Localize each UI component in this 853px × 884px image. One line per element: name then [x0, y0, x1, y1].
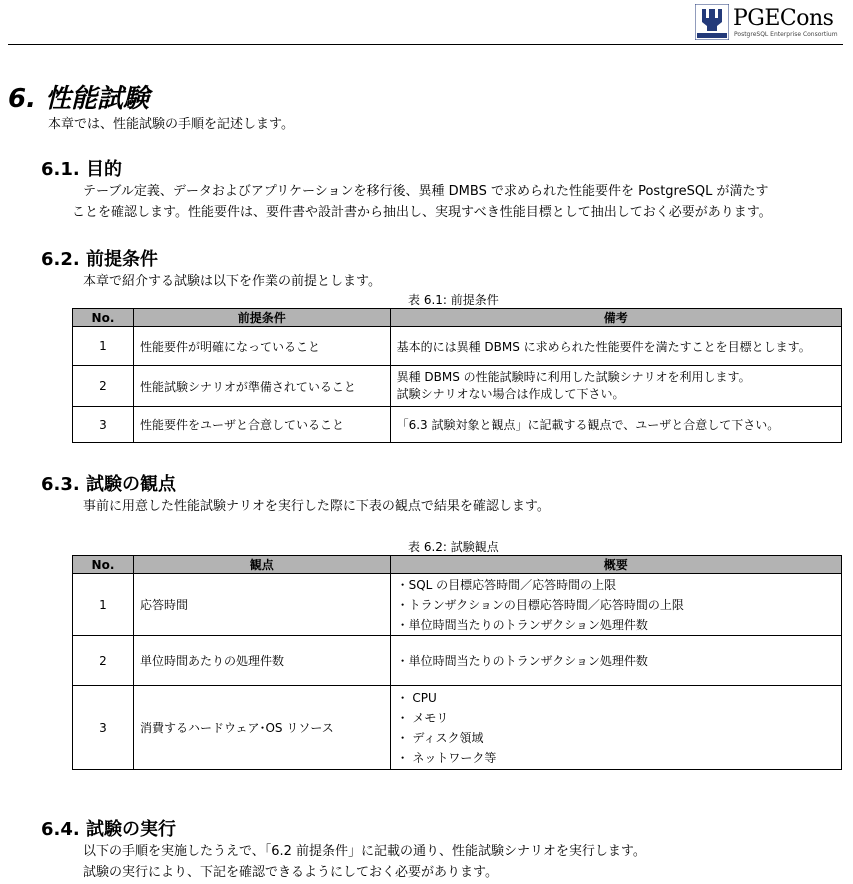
summary-cell	[390, 574, 841, 636]
header-divider	[8, 44, 843, 45]
section-6-2-title: 6.2. 前提条件	[41, 249, 158, 270]
section-6-4-line-1: 以下の手順を実施したうえで、「6.2 前提条件」に記載の通り、性能試験シナリオを実行します。	[83, 844, 646, 859]
summary-item: ・単位時間当たりのトランザクション処理件数	[396, 654, 648, 668]
section-6-1-line-2: ことを確認します。性能要件は、要件書や設計書から抽出し、実現すべき性能目標として抽出しておく必要があります。	[72, 205, 772, 220]
row-number: 3	[73, 686, 134, 770]
test-viewpoints-table	[72, 555, 842, 770]
table-row	[73, 636, 842, 686]
viewpoint-cell: 単位時間あたりの処理件数	[133, 636, 390, 686]
condition-cell: 性能試験シナリオが準備されていること	[133, 366, 390, 407]
table-row	[73, 574, 842, 636]
note-line: 「6.3 試験対象と観点」に記載する観点で、ユーザと合意して下さい。	[396, 418, 780, 432]
row-number: 1	[73, 327, 134, 366]
summary-item: ・単位時間当たりのトランザクション処理件数	[396, 617, 648, 632]
summary-item: ・ メモリ	[396, 710, 449, 725]
chapter-title: 6. 性能試験	[8, 84, 150, 114]
condition-cell: 性能要件が明確になっていること	[133, 327, 390, 366]
summary-item: ・トランザクションの目標応答時間／応答時間の上限	[396, 597, 684, 612]
column-header-note: 備考	[390, 309, 841, 327]
summary-item: ・SQL の目標応答時間／応答時間の上限	[396, 577, 617, 592]
table-6-2-caption: 表 6.2: 試験観点	[408, 540, 499, 554]
column-header-no: No.	[73, 556, 134, 574]
section-6-1-title: 6.1. 目的	[41, 159, 122, 180]
section-6-3-intro: 事前に用意した性能試験ナリオを実行した際に下表の観点で結果を確認します。	[83, 499, 550, 514]
condition-cell: 性能要件をユーザと合意していること	[133, 407, 390, 443]
table-row	[73, 407, 842, 443]
section-6-4-title: 6.4. 試験の実行	[41, 819, 176, 840]
column-header-summary: 概要	[390, 556, 841, 574]
summary-cell	[390, 686, 841, 770]
pgecons-logo	[695, 4, 845, 42]
table-row	[73, 327, 842, 366]
row-number: 2	[73, 636, 134, 686]
column-header-viewpoint: 観点	[133, 556, 390, 574]
preconditions-table	[72, 308, 842, 443]
logo-text: PGECons	[733, 6, 834, 31]
note-cell	[390, 327, 841, 366]
consortium-emblem-icon	[695, 4, 729, 40]
note-line: 基本的には異種 DBMS に求められた性能要件を満たすことを目標とします。	[396, 339, 811, 354]
summary-item: ・ CPU	[396, 690, 437, 705]
section-6-3-title: 6.3. 試験の観点	[41, 474, 176, 495]
row-number: 3	[73, 407, 134, 443]
table-6-1-caption: 表 6.1: 前提条件	[408, 293, 499, 307]
logo-subtitle: PostgreSQL Enterprise Consortium	[734, 31, 838, 38]
note-cell	[390, 366, 841, 407]
table-header-row	[73, 556, 842, 574]
summary-item: ・ ディスク領域	[396, 730, 484, 745]
column-header-condition: 前提条件	[133, 309, 390, 327]
row-number: 1	[73, 574, 134, 636]
chapter-intro: 本章では、性能試験の手順を記述します。	[48, 117, 294, 132]
column-header-no: No.	[73, 309, 134, 327]
section-6-2-intro: 本章で紹介する試験は以下を作業の前提とします。	[83, 274, 381, 289]
section-6-4-line-2: 試験の実行により、下記を確認できるようにしておく必要があります。	[83, 865, 498, 880]
table-header-row	[73, 309, 842, 327]
row-number: 2	[73, 366, 134, 407]
note-line: 試験シナリオない場合は作成して下さい。	[396, 387, 625, 401]
section-6-1-line-1: テーブル定義、データおよびアプリケーションを移行後、異種 DMBS で求められた性能要件を PostgreSQL が満たす	[83, 184, 769, 199]
note-cell	[390, 407, 841, 443]
table-row	[73, 686, 842, 770]
table-row	[73, 366, 842, 407]
note-line: 異種 DBMS の性能試験時に利用した試験シナリオを利用します。	[396, 370, 751, 384]
summary-item: ・ ネットワーク等	[396, 750, 497, 765]
summary-cell	[390, 636, 841, 686]
viewpoint-cell: 消費するハードウェア･OS リソース	[133, 686, 390, 770]
viewpoint-cell: 応答時間	[133, 574, 390, 636]
